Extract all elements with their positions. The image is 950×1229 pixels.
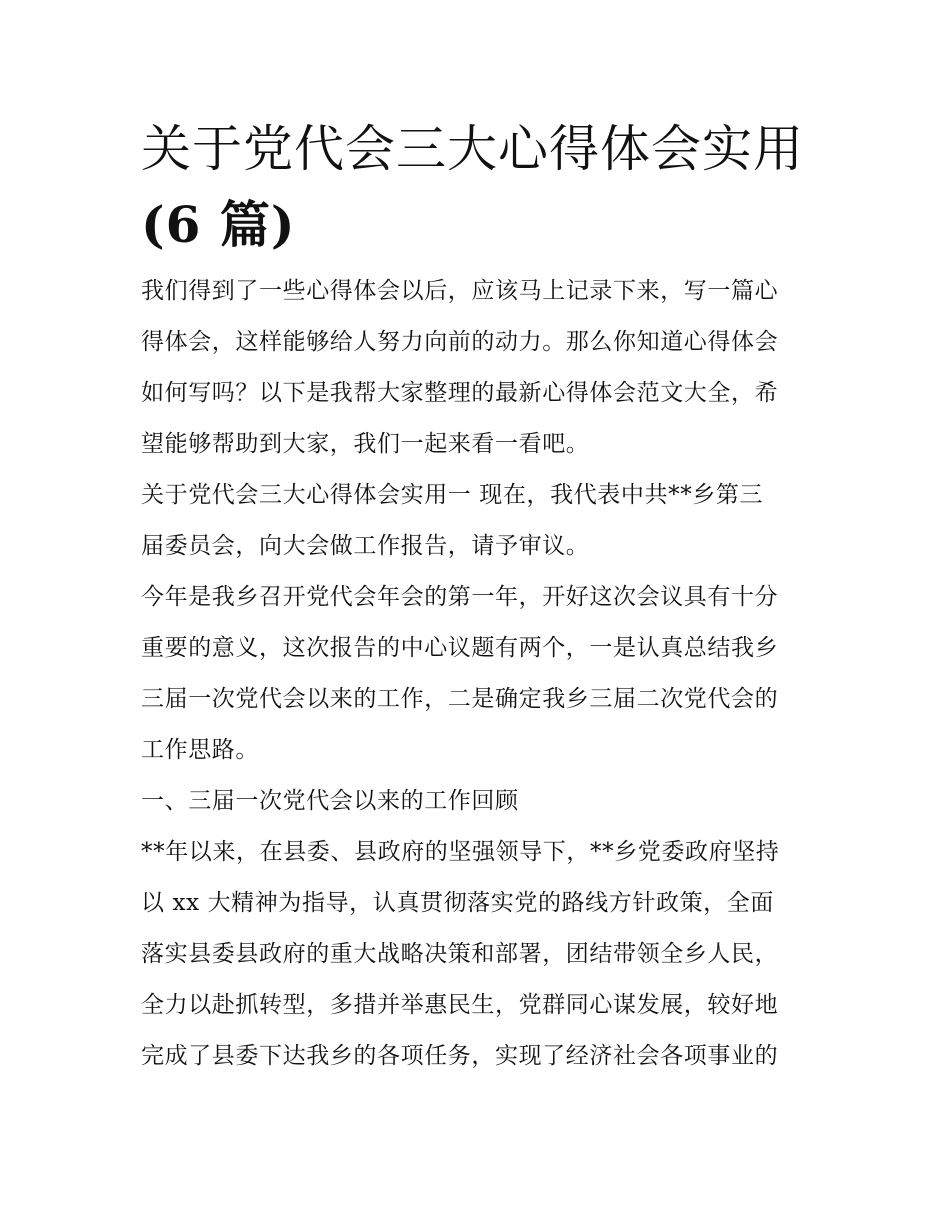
text-line: **年以来，在县委、县政府的坚强领导下，**乡党委政府坚持 bbox=[141, 839, 780, 865]
text-line: 以 xx 大精神为指导，认真贯彻落实党的路线方针政策，全面 bbox=[141, 890, 774, 916]
text-line: 全力以赴抓转型，多措并举惠民生，党群同心谋发展，较好地 bbox=[141, 992, 779, 1018]
title-line: (6 篇) bbox=[141, 195, 296, 254]
document-title bbox=[141, 112, 813, 262]
text-line: 关于党代会三大心得体会实用一 现在，我代表中共**乡第三 bbox=[141, 482, 764, 508]
paragraph-review bbox=[141, 827, 813, 1082]
text-line: 工作思路。 bbox=[141, 737, 259, 763]
text-line: 我们得到了一些心得体会以后，应该马上记录下来，写一篇心 bbox=[141, 278, 779, 304]
text-line: 落实县委县政府的重大战略决策和部署，团结带领全乡人民， bbox=[141, 941, 779, 967]
text-line: 届委员会，向大会做工作报告，请予审议。 bbox=[141, 533, 590, 559]
text-line: 重要的意义，这次报告的中心议题有两个，一是认真总结我乡 bbox=[141, 635, 779, 661]
text-line: 完成了县委下达我乡的各项任务，实现了经济社会各项事业的 bbox=[141, 1043, 779, 1069]
paragraph-opening bbox=[141, 470, 813, 572]
paragraph-significance bbox=[141, 572, 813, 776]
text-line: 一、三届一次党代会以来的工作回顾 bbox=[141, 788, 519, 814]
text-line: 望能够帮助到大家，我们一起来看一看吧。 bbox=[141, 431, 590, 457]
text-line: 如何写吗？以下是我帮大家整理的最新心得体会范文大全，希 bbox=[141, 380, 779, 406]
document-body bbox=[141, 112, 813, 1082]
text-line: 三届一次党代会以来的工作，二是确定我乡三届二次党代会的 bbox=[141, 686, 779, 712]
section-heading bbox=[141, 776, 813, 827]
text-line: 得体会，这样能够给人努力向前的动力。那么你知道心得体会 bbox=[141, 329, 779, 355]
title-line: 关于党代会三大心得体会实用 bbox=[141, 120, 804, 178]
text-line: 今年是我乡召开党代会年会的第一年，开好这次会议具有十分 bbox=[141, 584, 779, 610]
paragraph-intro bbox=[141, 266, 813, 470]
